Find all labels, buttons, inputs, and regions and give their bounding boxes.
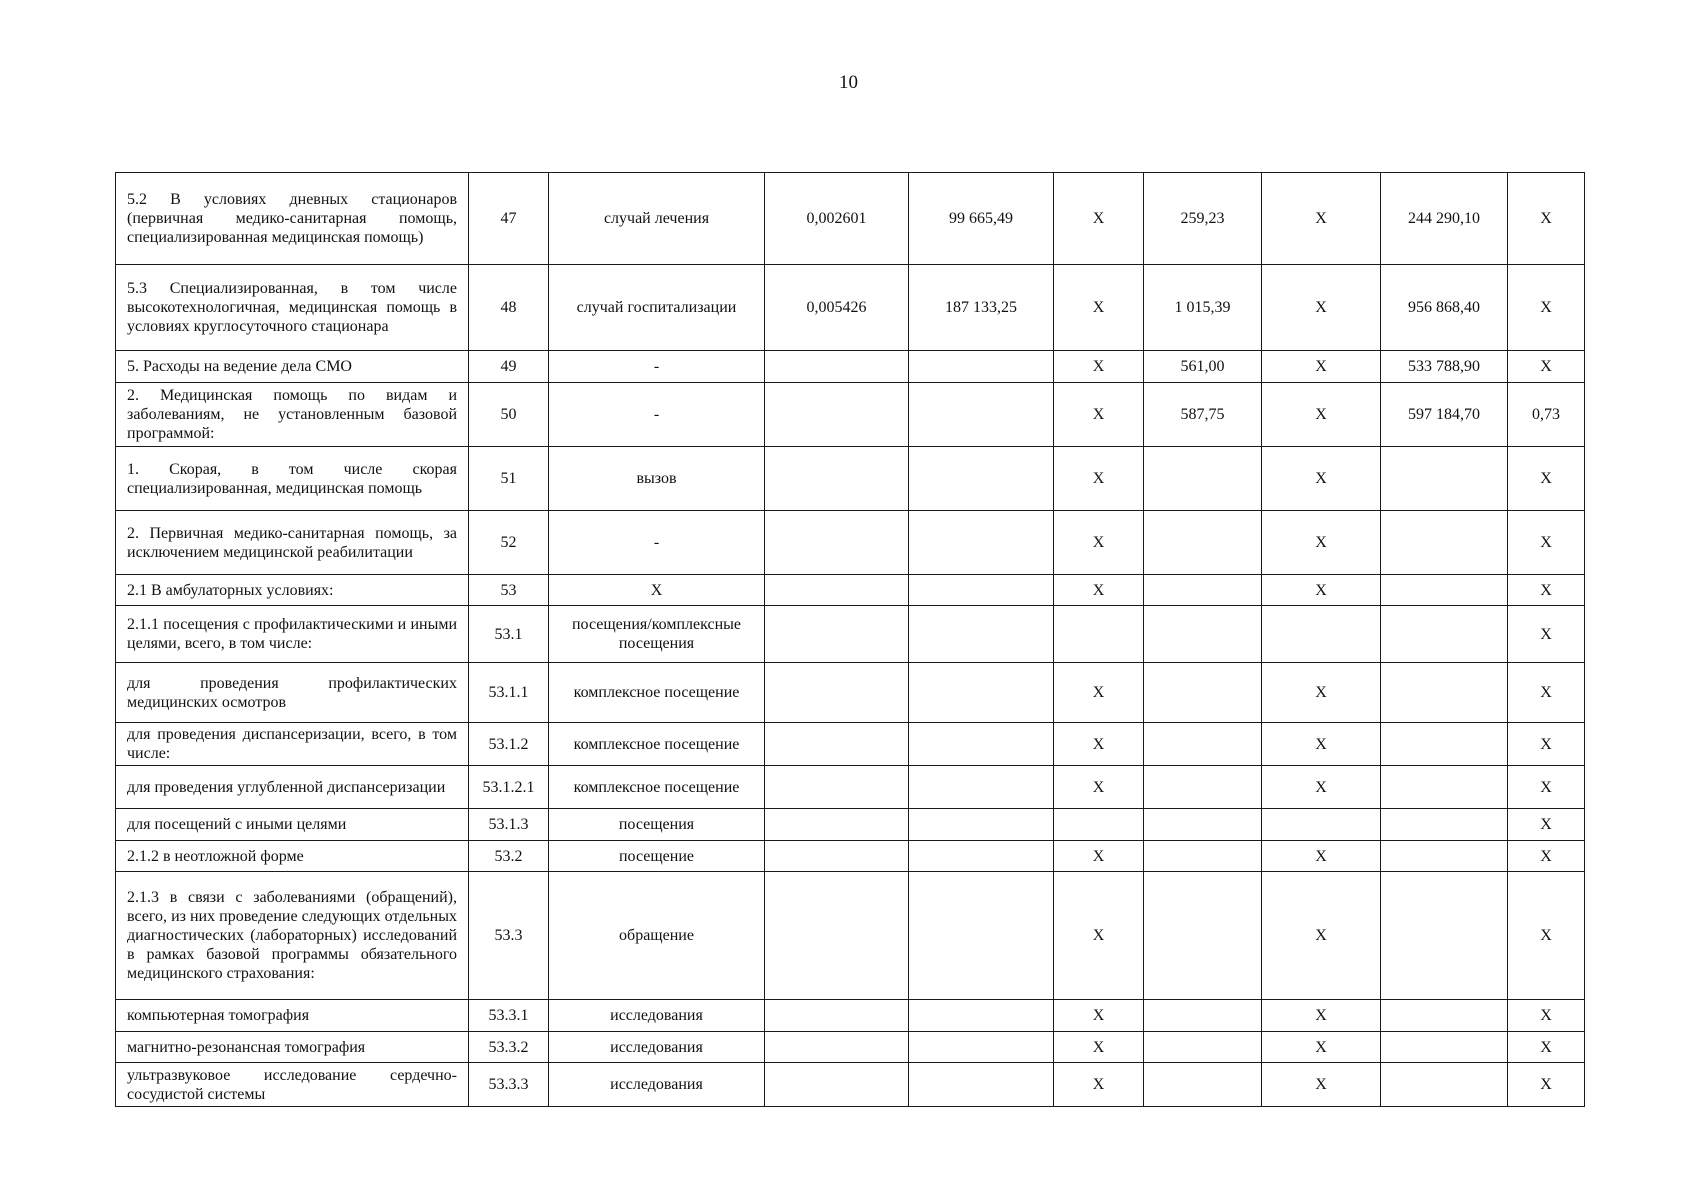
value-cell-2 [1144, 663, 1262, 723]
row-number-cell: 53.3.2 [469, 1032, 549, 1063]
unit-cell: комплексное посещение [549, 663, 765, 723]
unit-cell: вызов [549, 447, 765, 511]
value-cell-3: X [1262, 872, 1381, 1000]
row-number-cell: 53.1.2.1 [469, 766, 549, 809]
value-cell-4 [1381, 723, 1508, 766]
unit-cell: - [549, 383, 765, 447]
value-cell-5: X [1508, 1000, 1585, 1032]
cost-per-unit-cell [909, 766, 1054, 809]
value-cell-1: X [1054, 265, 1144, 351]
value-cell-4 [1381, 841, 1508, 872]
value-cell-1: X [1054, 1063, 1144, 1107]
value-cell-2 [1144, 872, 1262, 1000]
row-number-cell: 53.1.3 [469, 809, 549, 841]
row-number-cell: 53.2 [469, 841, 549, 872]
unit-cell: обращение [549, 872, 765, 1000]
value-cell-4 [1381, 1063, 1508, 1107]
cost-per-unit-cell [909, 606, 1054, 663]
value-cell-1 [1054, 606, 1144, 663]
table-row [116, 511, 1585, 575]
volume-cell [765, 872, 909, 1000]
value-cell-4: 956 868,40 [1381, 265, 1508, 351]
value-cell-5: 0,73 [1508, 383, 1585, 447]
value-cell-3: X [1262, 841, 1381, 872]
unit-cell: исследования [549, 1000, 765, 1032]
unit-cell: случай лечения [549, 173, 765, 265]
value-cell-3 [1262, 606, 1381, 663]
cost-per-unit-cell [909, 351, 1054, 383]
page-number: 10 [839, 72, 858, 93]
value-cell-4: 533 788,90 [1381, 351, 1508, 383]
table-row [116, 841, 1585, 872]
row-name-cell: для проведения профилактических медицинских осмотров [116, 663, 469, 723]
value-cell-3: X [1262, 447, 1381, 511]
table-row [116, 1063, 1585, 1107]
row-name-cell: 2.1.1 посещения с профилактическими и иными целями, всего, в том числе: [116, 606, 469, 663]
value-cell-2: 1 015,39 [1144, 265, 1262, 351]
value-cell-1 [1054, 809, 1144, 841]
value-cell-3: X [1262, 383, 1381, 447]
row-number-cell: 49 [469, 351, 549, 383]
table-row [116, 1000, 1585, 1032]
row-name-cell: ультразвуковое исследование сердечно-сосудистой системы [116, 1063, 469, 1107]
value-cell-2: 561,00 [1144, 351, 1262, 383]
value-cell-4 [1381, 766, 1508, 809]
row-name-cell: магнитно-резонансная томография [116, 1032, 469, 1063]
value-cell-1: X [1054, 383, 1144, 447]
unit-cell: исследования [549, 1063, 765, 1107]
value-cell-5: X [1508, 173, 1585, 265]
value-cell-5: X [1508, 447, 1585, 511]
value-cell-2 [1144, 841, 1262, 872]
value-cell-5: X [1508, 723, 1585, 766]
table-row [116, 809, 1585, 841]
row-number-cell: 52 [469, 511, 549, 575]
table-row [116, 265, 1585, 351]
value-cell-5: X [1508, 663, 1585, 723]
value-cell-5: X [1508, 606, 1585, 663]
table-row [116, 606, 1585, 663]
row-number-cell: 53.3.3 [469, 1063, 549, 1107]
row-name-cell: 2.1.3 в связи с заболеваниями (обращений), всего, из них проведение следующих отдельных диагностических (лабораторных) исследований в рамках базовой программы обязательного медицинского страхования: [116, 872, 469, 1000]
value-cell-2 [1144, 575, 1262, 606]
value-cell-1: X [1054, 872, 1144, 1000]
volume-cell [765, 1032, 909, 1063]
table-row [116, 766, 1585, 809]
unit-cell: - [549, 351, 765, 383]
row-name-cell: 1. Скорая, в том числе скорая специализированная, медицинская помощь [116, 447, 469, 511]
table-row [116, 575, 1585, 606]
unit-cell: комплексное посещение [549, 723, 765, 766]
unit-cell: посещения/комплексные посещения [549, 606, 765, 663]
table-row [116, 872, 1585, 1000]
cost-per-unit-cell [909, 809, 1054, 841]
value-cell-5: X [1508, 809, 1585, 841]
row-number-cell: 50 [469, 383, 549, 447]
cost-per-unit-cell: 99 665,49 [909, 173, 1054, 265]
volume-cell [765, 841, 909, 872]
value-cell-2 [1144, 606, 1262, 663]
value-cell-5: X [1508, 265, 1585, 351]
value-cell-2: 259,23 [1144, 173, 1262, 265]
value-cell-3: X [1262, 265, 1381, 351]
row-name-cell: 2.1.2 в неотложной форме [116, 841, 469, 872]
table-row [116, 383, 1585, 447]
table-row [116, 1032, 1585, 1063]
table-row [116, 723, 1585, 766]
row-number-cell: 53.1.2 [469, 723, 549, 766]
cost-per-unit-cell [909, 511, 1054, 575]
volume-cell [765, 1063, 909, 1107]
row-number-cell: 53.1 [469, 606, 549, 663]
unit-cell: - [549, 511, 765, 575]
cost-per-unit-cell [909, 723, 1054, 766]
value-cell-4: 597 184,70 [1381, 383, 1508, 447]
cost-per-unit-cell [909, 1063, 1054, 1107]
value-cell-1: X [1054, 723, 1144, 766]
value-cell-4 [1381, 511, 1508, 575]
cost-per-unit-cell: 187 133,25 [909, 265, 1054, 351]
value-cell-5: X [1508, 841, 1585, 872]
row-name-cell: 2. Медицинская помощь по видам и заболеваниям, не установленным базовой программой: [116, 383, 469, 447]
volume-cell [765, 447, 909, 511]
row-number-cell: 53.1.1 [469, 663, 549, 723]
unit-cell: X [549, 575, 765, 606]
value-cell-5: X [1508, 351, 1585, 383]
value-cell-2 [1144, 511, 1262, 575]
cost-per-unit-cell [909, 663, 1054, 723]
cost-per-unit-cell [909, 575, 1054, 606]
volume-cell [765, 575, 909, 606]
volume-cell: 0,002601 [765, 173, 909, 265]
unit-cell: комплексное посещение [549, 766, 765, 809]
program-table [115, 172, 1585, 1107]
row-name-cell: компьютерная томография [116, 1000, 469, 1032]
volume-cell [765, 606, 909, 663]
volume-cell [765, 663, 909, 723]
row-name-cell: для проведения углубленной диспансеризации [116, 766, 469, 809]
value-cell-4 [1381, 809, 1508, 841]
value-cell-2 [1144, 1000, 1262, 1032]
table-row [116, 351, 1585, 383]
value-cell-3: X [1262, 173, 1381, 265]
row-number-cell: 47 [469, 173, 549, 265]
cost-per-unit-cell [909, 872, 1054, 1000]
value-cell-4 [1381, 606, 1508, 663]
value-cell-3: X [1262, 351, 1381, 383]
unit-cell: посещения [549, 809, 765, 841]
row-number-cell: 53.3 [469, 872, 549, 1000]
value-cell-1: X [1054, 663, 1144, 723]
value-cell-4 [1381, 663, 1508, 723]
value-cell-1: X [1054, 1032, 1144, 1063]
unit-cell: посещение [549, 841, 765, 872]
value-cell-5: X [1508, 1063, 1585, 1107]
volume-cell [765, 351, 909, 383]
value-cell-2 [1144, 766, 1262, 809]
unit-cell: исследования [549, 1032, 765, 1063]
value-cell-5: X [1508, 511, 1585, 575]
value-cell-3: X [1262, 1000, 1381, 1032]
value-cell-1: X [1054, 575, 1144, 606]
row-number-cell: 53 [469, 575, 549, 606]
unit-cell: случай госпитализации [549, 265, 765, 351]
row-name-cell: для проведения диспансеризации, всего, в том числе: [116, 723, 469, 766]
value-cell-4: 244 290,10 [1381, 173, 1508, 265]
cost-per-unit-cell [909, 1032, 1054, 1063]
value-cell-3: X [1262, 575, 1381, 606]
row-number-cell: 48 [469, 265, 549, 351]
value-cell-3: X [1262, 663, 1381, 723]
row-number-cell: 51 [469, 447, 549, 511]
value-cell-2 [1144, 723, 1262, 766]
volume-cell: 0,005426 [765, 265, 909, 351]
volume-cell [765, 809, 909, 841]
volume-cell [765, 766, 909, 809]
value-cell-3: X [1262, 1032, 1381, 1063]
value-cell-3 [1262, 809, 1381, 841]
table-row [116, 447, 1585, 511]
value-cell-3: X [1262, 511, 1381, 575]
table-row [116, 663, 1585, 723]
value-cell-2 [1144, 1063, 1262, 1107]
row-name-cell: для посещений с иными целями [116, 809, 469, 841]
value-cell-1: X [1054, 1000, 1144, 1032]
row-number-cell: 53.3.1 [469, 1000, 549, 1032]
value-cell-2: 587,75 [1144, 383, 1262, 447]
value-cell-5: X [1508, 766, 1585, 809]
value-cell-2 [1144, 447, 1262, 511]
volume-cell [765, 511, 909, 575]
row-name-cell: 2.1 В амбулаторных условиях: [116, 575, 469, 606]
value-cell-4 [1381, 1000, 1508, 1032]
row-name-cell: 5.2 В условиях дневных стационаров (первичная медико-санитарная помощь, специализированная медицинская помощь) [116, 173, 469, 265]
value-cell-4 [1381, 447, 1508, 511]
value-cell-4 [1381, 872, 1508, 1000]
row-name-cell: 2. Первичная медико-санитарная помощь, за исключением медицинской реабилитации [116, 511, 469, 575]
value-cell-5: X [1508, 1032, 1585, 1063]
value-cell-4 [1381, 575, 1508, 606]
row-name-cell: 5. Расходы на ведение дела СМО [116, 351, 469, 383]
volume-cell [765, 1000, 909, 1032]
cost-per-unit-cell [909, 383, 1054, 447]
value-cell-1: X [1054, 766, 1144, 809]
value-cell-1: X [1054, 447, 1144, 511]
value-cell-1: X [1054, 511, 1144, 575]
value-cell-3: X [1262, 1063, 1381, 1107]
value-cell-2 [1144, 809, 1262, 841]
cost-per-unit-cell [909, 447, 1054, 511]
value-cell-5: X [1508, 872, 1585, 1000]
value-cell-1: X [1054, 351, 1144, 383]
volume-cell [765, 723, 909, 766]
value-cell-1: X [1054, 173, 1144, 265]
value-cell-1: X [1054, 841, 1144, 872]
cost-per-unit-cell [909, 1000, 1054, 1032]
value-cell-4 [1381, 1032, 1508, 1063]
cost-per-unit-cell [909, 841, 1054, 872]
volume-cell [765, 383, 909, 447]
value-cell-2 [1144, 1032, 1262, 1063]
table-row [116, 173, 1585, 265]
value-cell-3: X [1262, 723, 1381, 766]
value-cell-3: X [1262, 766, 1381, 809]
value-cell-5: X [1508, 575, 1585, 606]
row-name-cell: 5.3 Специализированная, в том числе высокотехнологичная, медицинская помощь в условиях круглосуточного стационара [116, 265, 469, 351]
